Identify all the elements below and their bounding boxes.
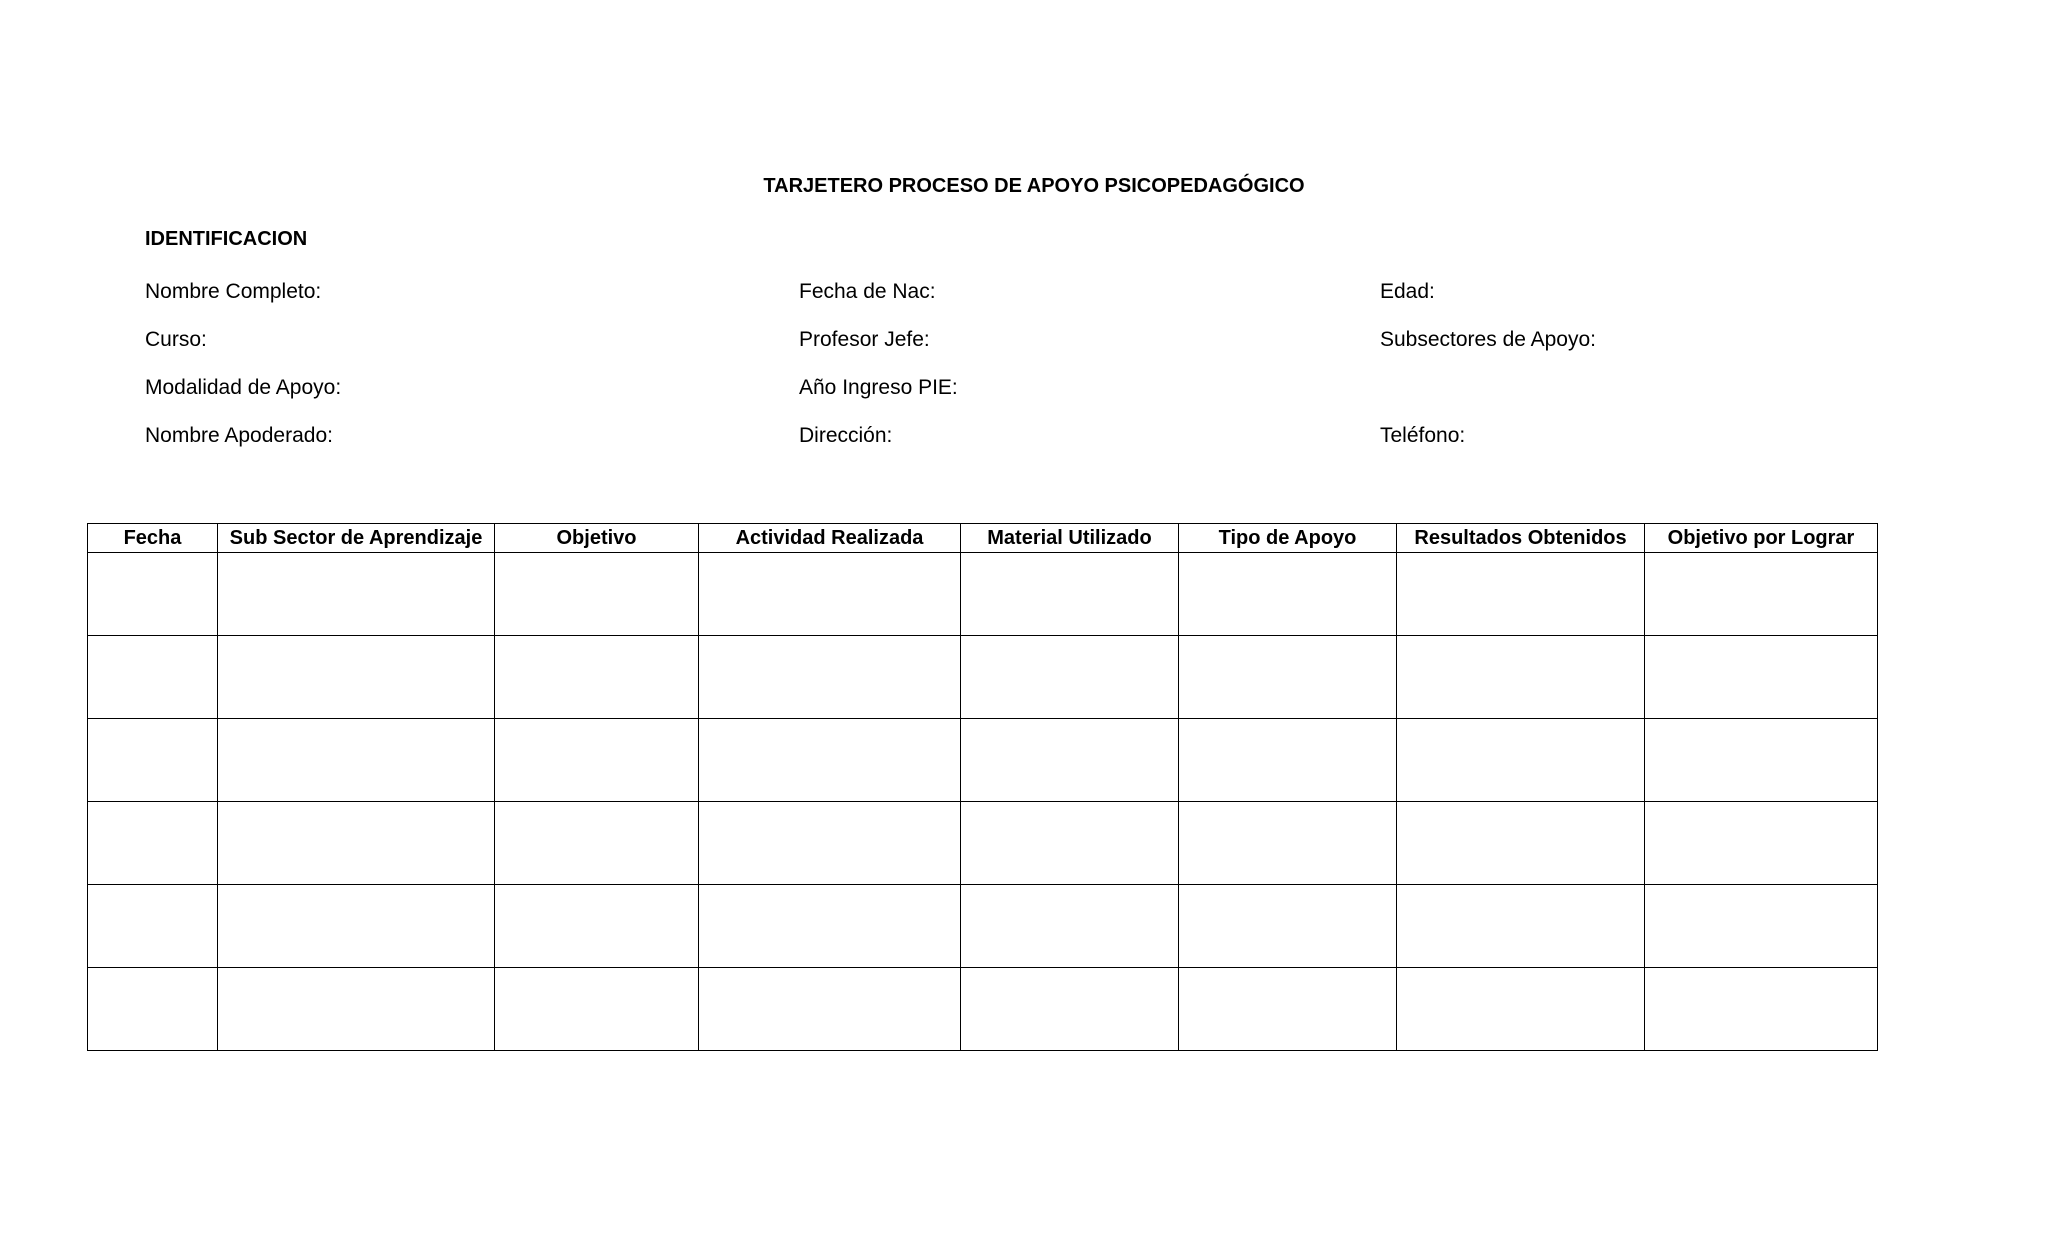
table-cell[interactable] bbox=[1645, 968, 1878, 1051]
header-resultados-obtenidos: Resultados Obtenidos bbox=[1397, 524, 1645, 553]
support-log-table bbox=[87, 523, 1878, 1051]
table-cell[interactable] bbox=[88, 553, 218, 636]
header-objetivo: Objetivo bbox=[495, 524, 699, 553]
label-nombre-completo: Nombre Completo: bbox=[145, 280, 322, 303]
label-direccion: Dirección: bbox=[799, 424, 893, 447]
table-cell[interactable] bbox=[88, 968, 218, 1051]
table-cell[interactable] bbox=[495, 885, 699, 968]
table-row bbox=[88, 802, 1878, 885]
table-cell[interactable] bbox=[1645, 636, 1878, 719]
header-objetivo-por-lograr: Objetivo por Lograr bbox=[1645, 524, 1878, 553]
table-cell[interactable] bbox=[218, 885, 495, 968]
table-cell[interactable] bbox=[1397, 968, 1645, 1051]
label-edad: Edad: bbox=[1380, 280, 1435, 303]
table-cell[interactable] bbox=[699, 802, 961, 885]
table-cell[interactable] bbox=[1397, 719, 1645, 802]
table-cell[interactable] bbox=[1397, 885, 1645, 968]
table-cell[interactable] bbox=[961, 885, 1179, 968]
table-cell[interactable] bbox=[961, 636, 1179, 719]
label-profesor-jefe: Profesor Jefe: bbox=[799, 328, 930, 351]
table-cell[interactable] bbox=[495, 802, 699, 885]
label-subsectores-apoyo: Subsectores de Apoyo: bbox=[1380, 328, 1596, 351]
table-cell[interactable] bbox=[961, 719, 1179, 802]
table-row bbox=[88, 636, 1878, 719]
table-row bbox=[88, 968, 1878, 1051]
table-cell[interactable] bbox=[218, 968, 495, 1051]
table-cell[interactable] bbox=[1397, 802, 1645, 885]
label-nombre-apoderado: Nombre Apoderado: bbox=[145, 424, 333, 447]
table-cell[interactable] bbox=[495, 636, 699, 719]
header-sub-sector-aprendizaje: Sub Sector de Aprendizaje bbox=[218, 524, 495, 553]
table-body bbox=[88, 553, 1878, 1051]
table-cell[interactable] bbox=[1179, 802, 1397, 885]
table-cell[interactable] bbox=[218, 719, 495, 802]
table-row bbox=[88, 553, 1878, 636]
header-material-utilizado: Material Utilizado bbox=[961, 524, 1179, 553]
table-cell[interactable] bbox=[1645, 719, 1878, 802]
label-ano-ingreso-pie: Año Ingreso PIE: bbox=[799, 376, 958, 399]
table-cell[interactable] bbox=[699, 968, 961, 1051]
table-cell[interactable] bbox=[495, 719, 699, 802]
table-cell[interactable] bbox=[1645, 802, 1878, 885]
table-cell[interactable] bbox=[1179, 553, 1397, 636]
label-fecha-nac: Fecha de Nac: bbox=[799, 280, 936, 303]
table-cell[interactable] bbox=[1179, 719, 1397, 802]
label-modalidad-apoyo: Modalidad de Apoyo: bbox=[145, 376, 342, 399]
table-header-row bbox=[88, 524, 1878, 553]
table-cell[interactable] bbox=[88, 636, 218, 719]
table-cell[interactable] bbox=[961, 968, 1179, 1051]
table-cell[interactable] bbox=[961, 802, 1179, 885]
table-cell[interactable] bbox=[699, 719, 961, 802]
document-title: TARJETERO PROCESO DE APOYO PSICOPEDAGÓGICO bbox=[763, 175, 1305, 197]
label-telefono: Teléfono: bbox=[1380, 424, 1466, 447]
section-heading-identificacion: IDENTIFICACION bbox=[145, 228, 308, 250]
table-cell[interactable] bbox=[1179, 968, 1397, 1051]
table-cell[interactable] bbox=[218, 636, 495, 719]
table-cell[interactable] bbox=[1645, 885, 1878, 968]
table-cell[interactable] bbox=[1179, 885, 1397, 968]
table-cell[interactable] bbox=[218, 802, 495, 885]
table-cell[interactable] bbox=[88, 885, 218, 968]
table-cell[interactable] bbox=[961, 553, 1179, 636]
table-row bbox=[88, 885, 1878, 968]
label-curso: Curso: bbox=[145, 328, 207, 351]
table-cell[interactable] bbox=[699, 553, 961, 636]
table-row bbox=[88, 719, 1878, 802]
table-cell[interactable] bbox=[699, 636, 961, 719]
table-cell[interactable] bbox=[218, 553, 495, 636]
table-cell[interactable] bbox=[88, 719, 218, 802]
header-actividad-realizada: Actividad Realizada bbox=[699, 524, 961, 553]
table-cell[interactable] bbox=[1179, 636, 1397, 719]
header-fecha: Fecha bbox=[88, 524, 218, 553]
table-cell[interactable] bbox=[495, 968, 699, 1051]
table-cell[interactable] bbox=[1397, 636, 1645, 719]
table-cell[interactable] bbox=[1645, 553, 1878, 636]
header-tipo-apoyo: Tipo de Apoyo bbox=[1179, 524, 1397, 553]
table-cell[interactable] bbox=[1397, 553, 1645, 636]
table-cell[interactable] bbox=[699, 885, 961, 968]
table-cell[interactable] bbox=[495, 553, 699, 636]
table-cell[interactable] bbox=[88, 802, 218, 885]
